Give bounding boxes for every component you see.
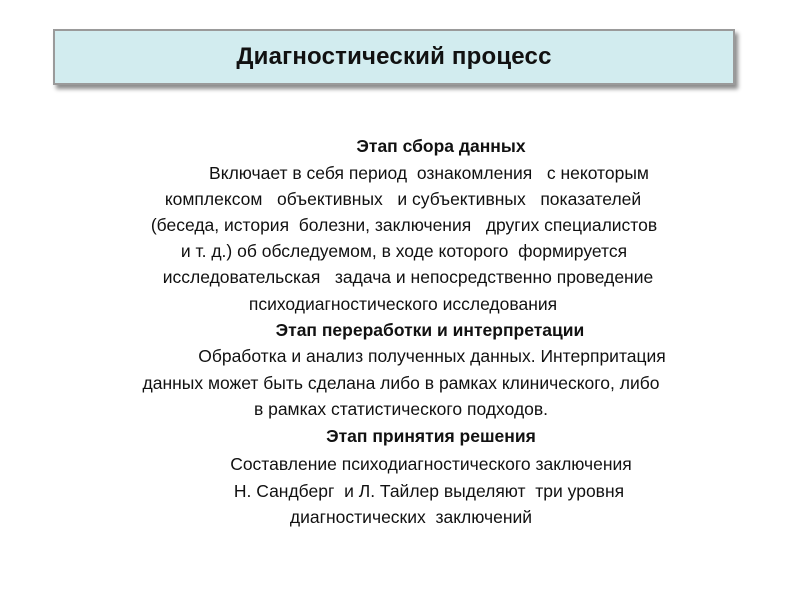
- body-line: данных может быть сделана либо в рамках клинического, либо: [142, 373, 660, 393]
- slide-title: Диагностический процесс: [236, 43, 552, 70]
- body-line: комплексом объективных и субъективных показателей: [164, 189, 642, 209]
- body-line: Н. Сандберг и Л. Тайлер выделяют три уровня: [233, 481, 625, 501]
- body-line: в рамках статистического подходов.: [253, 399, 549, 419]
- body-line: исследовательская задача и непосредственно проведение: [162, 267, 654, 287]
- body-line: (беседа, история болезни, заключения других специалистов: [150, 215, 658, 235]
- section-heading-processing: Этап переработки и интерпретации: [275, 320, 585, 340]
- body-line: диагностических заключений: [289, 507, 533, 527]
- body-line: и т. д.) об обследуемом, в ходе которого формируется: [180, 241, 628, 261]
- body-line: Обработка и анализ полученных данных. Интерпритация: [198, 346, 666, 366]
- title-box: [53, 29, 735, 85]
- section-heading-data-collection: Этап сбора данных: [356, 136, 526, 156]
- body-line: Включает в себя период ознакомления с некоторым: [209, 163, 649, 183]
- section-heading-decision: Этап принятия решения: [326, 426, 536, 446]
- body-line: Составление психодиагностического заключения: [230, 454, 632, 474]
- body-line: психодиагностического исследования: [248, 294, 558, 314]
